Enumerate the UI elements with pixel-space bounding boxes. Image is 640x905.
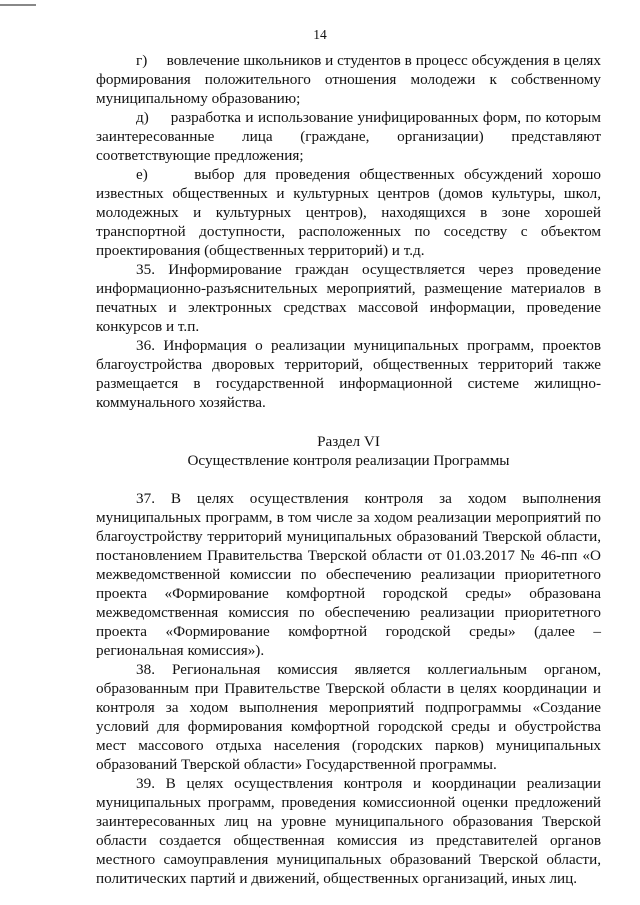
clause-text: Информация о реализации муниципальных программ, проектов благоустройства дворовых территорий, общественных территорий также размещается в государственной информационной системе жилищно-коммунального хозяйства. <box>96 337 601 411</box>
clause-text: В целях осуществления контроля и координации реализации муниципальных программ, проведения комиссионной оценки предложений заинтересованных лиц на уровне муниципального образования Тверской области создается общественная комиссия из представителей органов местного самоуправления муниципальных образований Тверской области, политических партий и движений, общественных организаций, иных лиц. <box>96 775 601 887</box>
item-marker: е) <box>136 166 148 183</box>
section-label: Раздел VI <box>317 433 380 450</box>
clause-39 <box>96 774 601 888</box>
clause-36 <box>96 336 601 412</box>
list-item-e <box>96 165 601 260</box>
clause-38 <box>96 660 601 774</box>
spacer <box>96 412 601 432</box>
spacer <box>96 470 601 489</box>
clause-number: 38. <box>136 661 155 678</box>
clause-text: В целях осуществления контроля за ходом выполнения муниципальных программ, в том числе за ходом реализации мероприятий по благоустройству территорий муниципальных образований Тверской области, постановлением Правительства Тверской области от 01.03.2017 № 46-пп «О межведомственной комиссии по обеспечению реализации приоритетного проекта «Формирование комфортной городской среды» образована межведомственная комиссия по обеспечению реализации приоритетного проекта «Формирование комфортной городской среды» (далее – региональная комиссия»). <box>96 490 602 659</box>
item-marker: г) <box>136 52 148 69</box>
clause-number: 35. <box>136 261 155 278</box>
clause-number: 39. <box>136 775 155 792</box>
item-marker: д) <box>136 109 149 126</box>
clause-number: 37. <box>136 490 155 507</box>
clause-number: 36. <box>136 337 155 354</box>
item-text: выбор для проведения общественных обсуждений хорошо известных общественных и культурных центров (домов культуры, школ, молодежных и культурных центров), находящихся в зоне хорошей транспортной доступности, расположенных по соседству с объектом проектирования (общественных территорий) и т.д. <box>96 166 601 259</box>
item-text: вовлечение школьников и студентов в процесс обсуждения в целях формирования положительного отношения молодежи к собственному муниципальному образованию; <box>96 52 602 107</box>
clause-37 <box>96 489 601 660</box>
clause-text: Информирование граждан осуществляется через проведение информационно-разъяснительных мероприятий, размещение материалов в печатных и электронных средствах массовой информации, проведение конкурсов и т.п. <box>96 261 601 335</box>
scan-edge-mark <box>0 4 36 6</box>
document-body <box>96 51 601 888</box>
page-number: 14 <box>313 27 327 42</box>
list-item-d <box>96 108 601 165</box>
item-text: разработка и использование унифицированных форм, по которым заинтересованные лица (граждане, организации) представляют соответствующие предложения; <box>96 109 601 164</box>
clause-text: Региональная комиссия является коллегиальным органом, образованным при Правительстве Тверской области в целях координации и контроля за ходом выполнения мероприятий подпрограммы «Создание условий для формирования комфортной городской среды и обустройства мест массового отдыха населения (городских парков) муниципальных образований Тверской области» Государственной программы. <box>96 661 601 773</box>
clause-35 <box>96 260 601 336</box>
list-item-g <box>96 51 601 108</box>
section-title: Осуществление контроля реализации Программы <box>187 452 510 469</box>
